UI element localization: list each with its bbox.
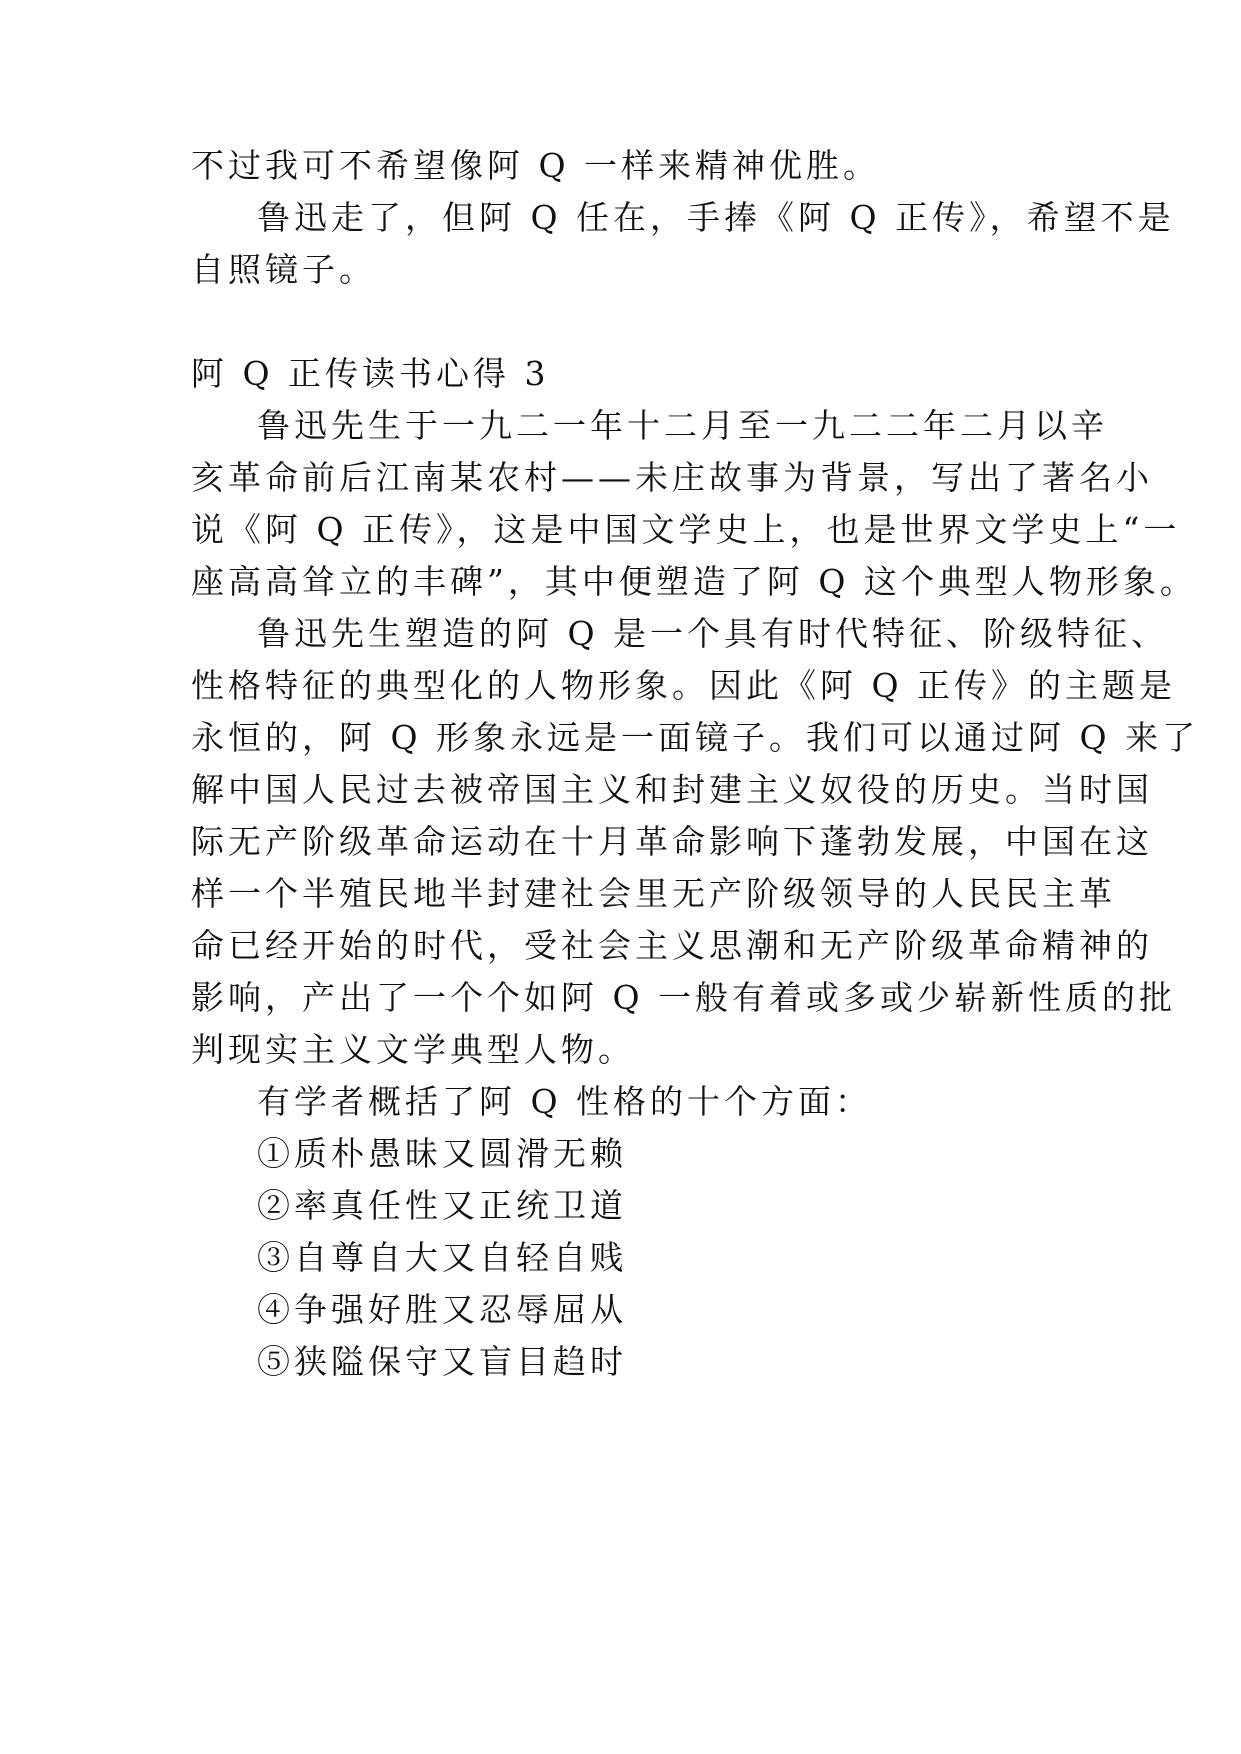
paragraph-line: 有学者概括了阿 Q 性格的十个方面： <box>257 1082 873 1121</box>
paragraph-line: 鲁迅先生塑造的阿 Q 是一个具有时代特征、阶级特征、 <box>257 614 1169 653</box>
paragraph-line: 判现实主义文学典型人物。 <box>191 1030 635 1069</box>
paragraph-line: 说《阿 Q 正传》，这是中国文学史上，也是世界文学史上“一 <box>191 510 1181 549</box>
paragraph-line: 命已经开始的时代，受社会主义思潮和无产阶级革命精神的 <box>191 926 1153 965</box>
paragraph-line: 解中国人民过去被帝国主义和封建主义奴役的历史。当时国 <box>191 770 1153 809</box>
paragraph-line: 亥革命前后江南某农村——未庄故事为背景，写出了著名小 <box>191 458 1153 497</box>
paragraph-line: 不过我可不希望像阿 Q 一样来精神优胜。 <box>191 146 881 185</box>
list-item: ②率真任性又正统卫道 <box>257 1186 627 1225</box>
list-item: ④争强好胜又忍辱屈从 <box>257 1290 627 1329</box>
paragraph-line: 际无产阶级革命运动在十月革命影响下蓬勃发展，中国在这 <box>191 822 1153 861</box>
paragraph-line: 鲁迅走了，但阿 Q 任在，手捧《阿 Q 正传》，希望不是 <box>257 198 1175 237</box>
list-item: ①质朴愚昧又圆滑无赖 <box>257 1134 627 1173</box>
paragraph-line: 座高高耸立的丰碑”，其中便塑造了阿 Q 这个典型人物形象。 <box>191 562 1197 601</box>
paragraph-line: 永恒的，阿 Q 形象永远是一面镜子。我们可以通过阿 Q 来了 <box>191 718 1200 757</box>
list-item: ③自尊自大又自轻自贱 <box>257 1238 627 1277</box>
paragraph-line: 性格特征的典型化的人物形象。因此《阿 Q 正传》的主题是 <box>191 666 1177 705</box>
paragraph-line: 自照镜子。 <box>191 250 376 289</box>
paragraph-line: 影响，产出了一个个如阿 Q 一般有着或多或少崭新性质的批 <box>191 978 1177 1017</box>
paragraph-line: 鲁迅先生于一九二一年十二月至一九二二年二月以辛 <box>257 406 1108 445</box>
list-item: ⑤狭隘保守又盲目趋时 <box>257 1342 627 1381</box>
section-heading: 阿 Q 正传读书心得 3 <box>191 354 550 393</box>
paragraph-line: 样一个半殖民地半封建社会里无产阶级领导的人民民主革 <box>191 874 1116 913</box>
